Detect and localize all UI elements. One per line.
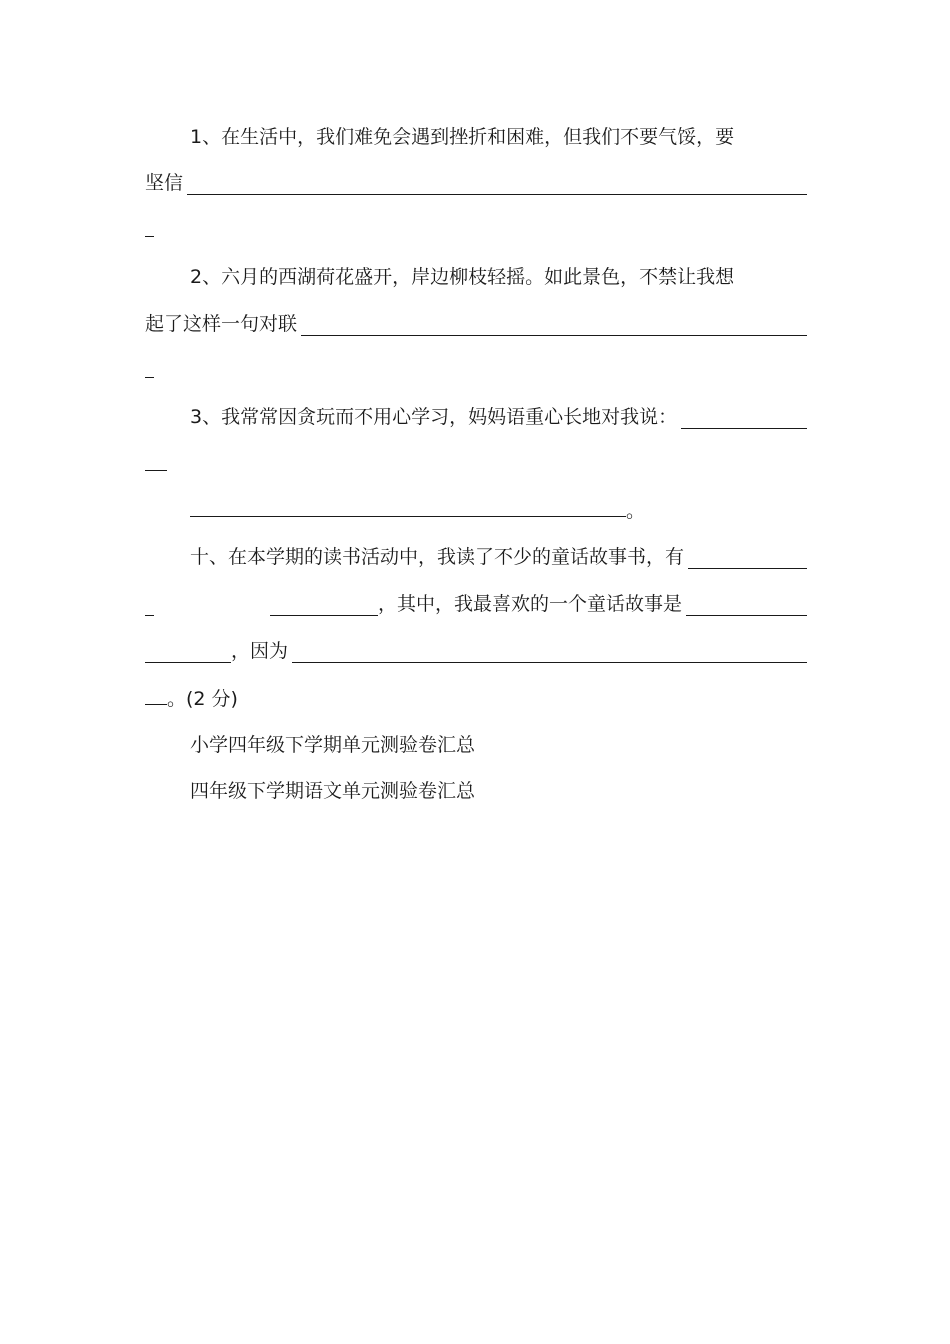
answer-blank[interactable] [145,597,154,616]
question-1-line-1 [145,125,807,149]
answer-blank[interactable] [145,359,154,378]
question-10-because: ，因为 [231,640,289,662]
question-3-line-3 [145,498,807,522]
question-3-text: 3、我常常因贪玩而不用心学习，妈妈语重心长地对我说： [190,406,678,428]
question-3-suffix: 。 [626,500,646,522]
question-1-line-2 [145,171,807,195]
question-2-line-2 [145,312,807,336]
question-2-text: 2、六月的西湖荷花盛开，岸边柳枝轻摇。如此景色，不禁让我想 [190,266,735,288]
question-10-middle: ，其中，我最喜欢的一个童话故事是 [378,593,683,615]
question-1-prefix: 坚信 [145,172,184,194]
answer-blank[interactable] [145,644,231,663]
question-2-line-1 [145,265,807,289]
footer-link-text[interactable]: 小学四年级下学期单元测验卷汇总 [190,734,476,756]
question-1-text: 1、在生活中，我们难免会遇到挫折和困难，但我们不要气馁，要 [190,126,735,148]
question-10-suffix: 。(2 分) [167,688,238,710]
answer-blank[interactable] [145,218,154,237]
footer-link-2[interactable] [145,779,807,803]
question-2-prefix: 起了这样一句对联 [145,313,298,335]
answer-blank[interactable] [190,498,626,517]
question-2-line-3 [145,359,807,383]
answer-blank[interactable] [187,176,807,195]
answer-blank[interactable] [686,597,807,616]
answer-blank[interactable] [145,686,167,705]
question-10-line-3 [145,639,807,663]
question-3-line-1 [145,405,807,429]
question-10-line-1 [145,545,807,569]
question-1-line-3 [145,218,807,242]
question-10-line-4 [145,686,807,710]
answer-blank[interactable] [688,550,807,569]
answer-blank[interactable] [145,452,167,471]
answer-blank[interactable] [292,644,807,663]
answer-blank[interactable] [681,410,807,429]
question-10-line-2 [145,592,807,616]
footer-link-1[interactable] [145,733,807,757]
question-3-line-2 [145,452,807,476]
answer-blank[interactable] [301,317,807,336]
answer-blank[interactable] [270,597,378,616]
question-10-text: 十、在本学期的读书活动中，我读了不少的童话故事书，有 [190,546,685,568]
footer-link-text[interactable]: 四年级下学期语文单元测验卷汇总 [190,780,476,802]
